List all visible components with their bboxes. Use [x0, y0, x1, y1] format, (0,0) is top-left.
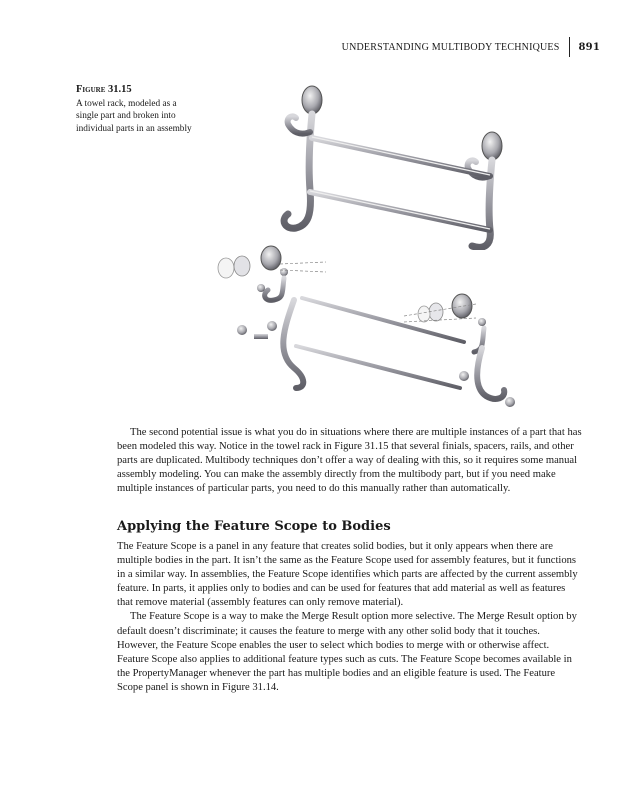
page-number: 891: [578, 41, 600, 53]
towel-rack-assembled-illustration: [240, 80, 520, 250]
section-body: [117, 540, 583, 695]
figure-caption: [76, 84, 194, 135]
figure-caption-text: A towel rack, modeled as a single part and broken into individual parts in an assembly: [76, 98, 192, 134]
towel-rack-exploded-illustration: [214, 238, 534, 413]
header-divider: [569, 37, 570, 57]
section-paragraph-2: The Feature Scope is a way to make the Merge Result option more selective. The Merge Result option by default doesn’t discriminate; it causes the feature to merge with any other solid body that it touches. However, the Feature Scope enables the user to select which bodies to merge with or otherwise affect. Feature Scope also applies to additional feature types such as cuts. The Feature Scope becomes available in the PropertyManager whenever the part has multiple bodies and an eligible feature is used. The Feature Scope panel is shown in Figure 31.14.: [117, 611, 577, 693]
intro-paragraph: [117, 426, 583, 496]
running-title: UNDERSTANDING MULTIBODY TECHNIQUES: [341, 41, 560, 53]
section-heading: Applying the Feature Scope to Bodies: [117, 519, 391, 534]
figure-label: Figure 31.15: [76, 84, 132, 95]
intro-paragraph-text: The second potential issue is what you do in situations where there are multiple instances of a part that has been modeled this way. Notice in the towel rack in Figure 31.15 that several finials, spacers, rails, and other parts are duplicated. Multibody techniques don’t offer a way of dealing with this, so it requires some manual assembly modeling. You can make the assembly directly from the multibody part, but if you need make multiple instances of particular parts, you need to do this manually rather than automatically.: [117, 427, 582, 495]
running-header: [342, 37, 600, 57]
section-paragraph-1: The Feature Scope is a panel in any feature that creates solid bodies, but it only appears when there are multiple bodies in the part. It isn’t the same as the Feature Scope used for assembly features, but it functions in a similar way. In assemblies, the Feature Scope identifies which parts are affected by the current assembly feature. In parts, it applies only to bodies and can be used for features that add material as well as features that remove material (assembly features can only remove material).: [117, 541, 578, 609]
